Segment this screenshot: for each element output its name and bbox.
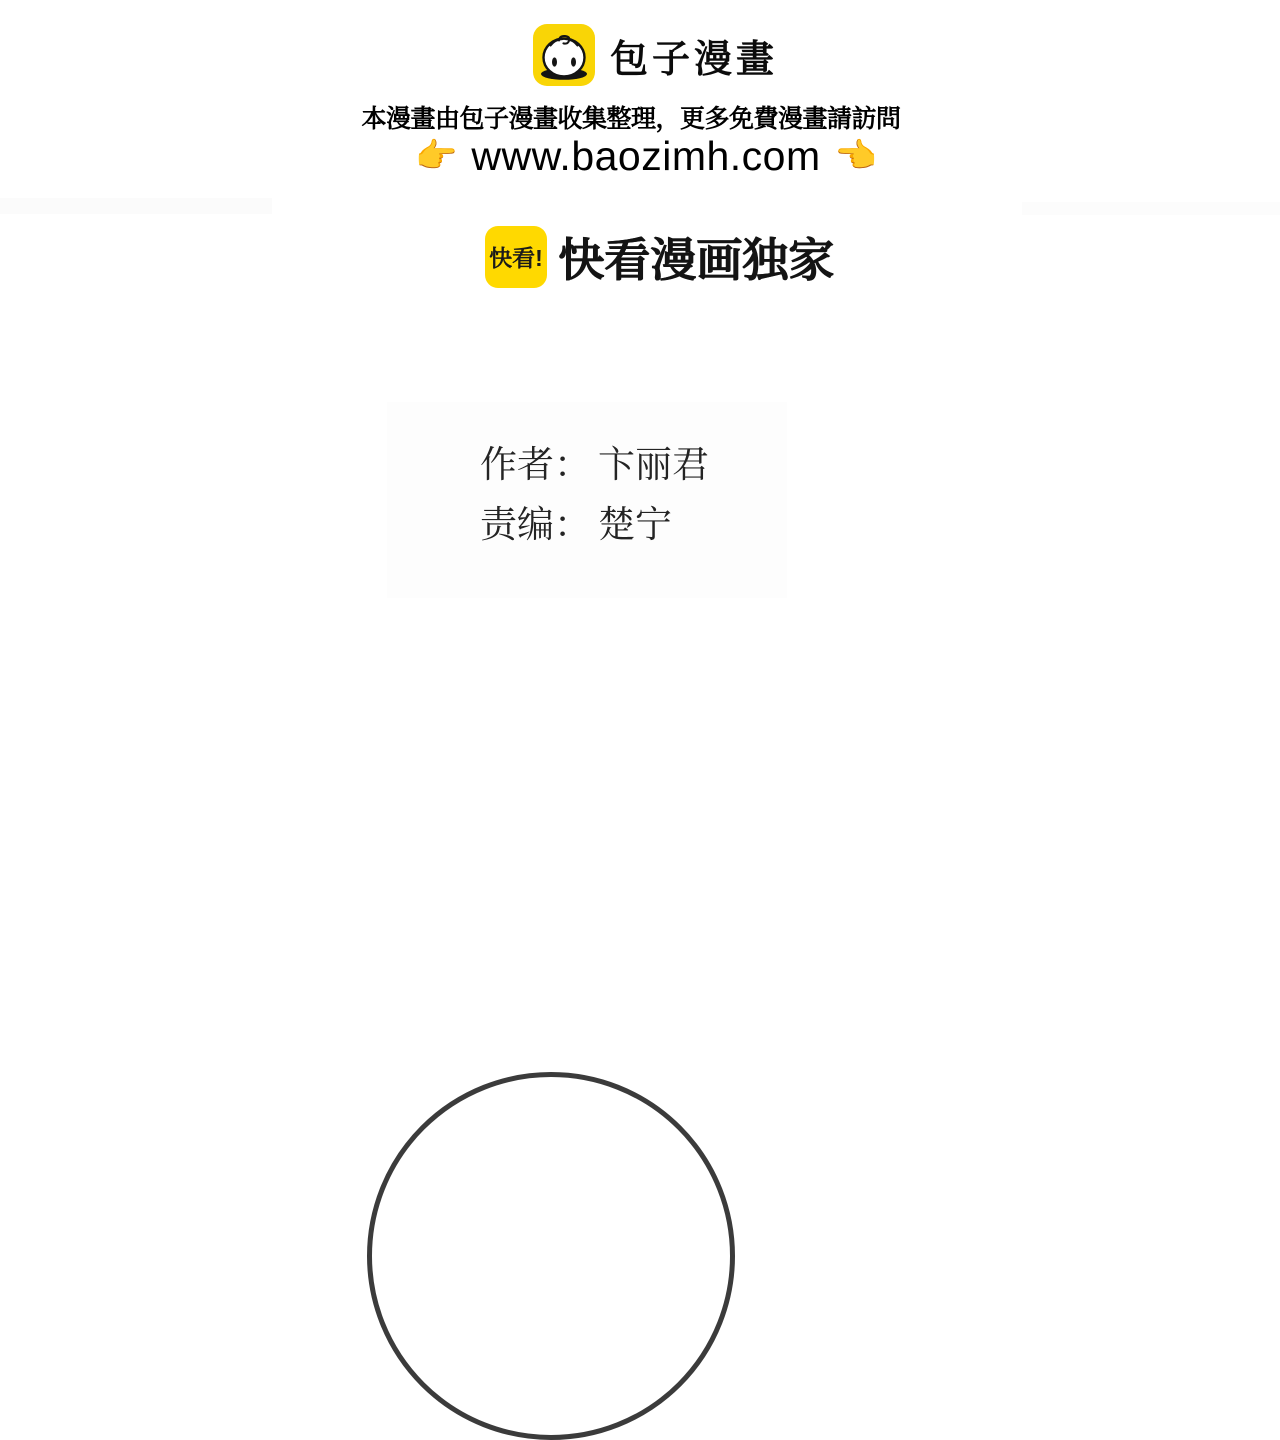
- pointing-right-icon: 👉: [415, 137, 458, 175]
- author-name: 卞丽君: [598, 444, 709, 485]
- collection-notice: 本漫畫由包子漫畫收集整理，更多免費漫畫請訪問: [361, 105, 901, 133]
- editor-row: [480, 506, 709, 544]
- scan-seam-left: [0, 198, 272, 214]
- publisher-title: 快看漫画独家: [558, 234, 834, 286]
- comic-panel-circle: [367, 1072, 735, 1440]
- editor-label: 责编：: [480, 504, 591, 545]
- kuaikan-app-icon: [485, 226, 547, 288]
- editor-name: 楚宁: [598, 504, 672, 545]
- kuaikan-exclusive-banner: [485, 226, 834, 288]
- pointing-left-icon: 👈: [834, 137, 877, 175]
- site-link-row: [0, 132, 1280, 180]
- credits-block: [480, 446, 709, 566]
- site-url-link[interactable]: www.baozimh.com: [471, 132, 821, 179]
- baozimh-brand[interactable]: [533, 24, 778, 86]
- kuaikan-icon-label: 快看!: [489, 245, 543, 271]
- baozi-mascot-icon: [533, 24, 595, 86]
- author-row: [480, 446, 709, 484]
- brand-name: 包子漫畫: [610, 38, 779, 81]
- author-label: 作者：: [480, 444, 591, 485]
- scan-seam-right: [1022, 202, 1280, 215]
